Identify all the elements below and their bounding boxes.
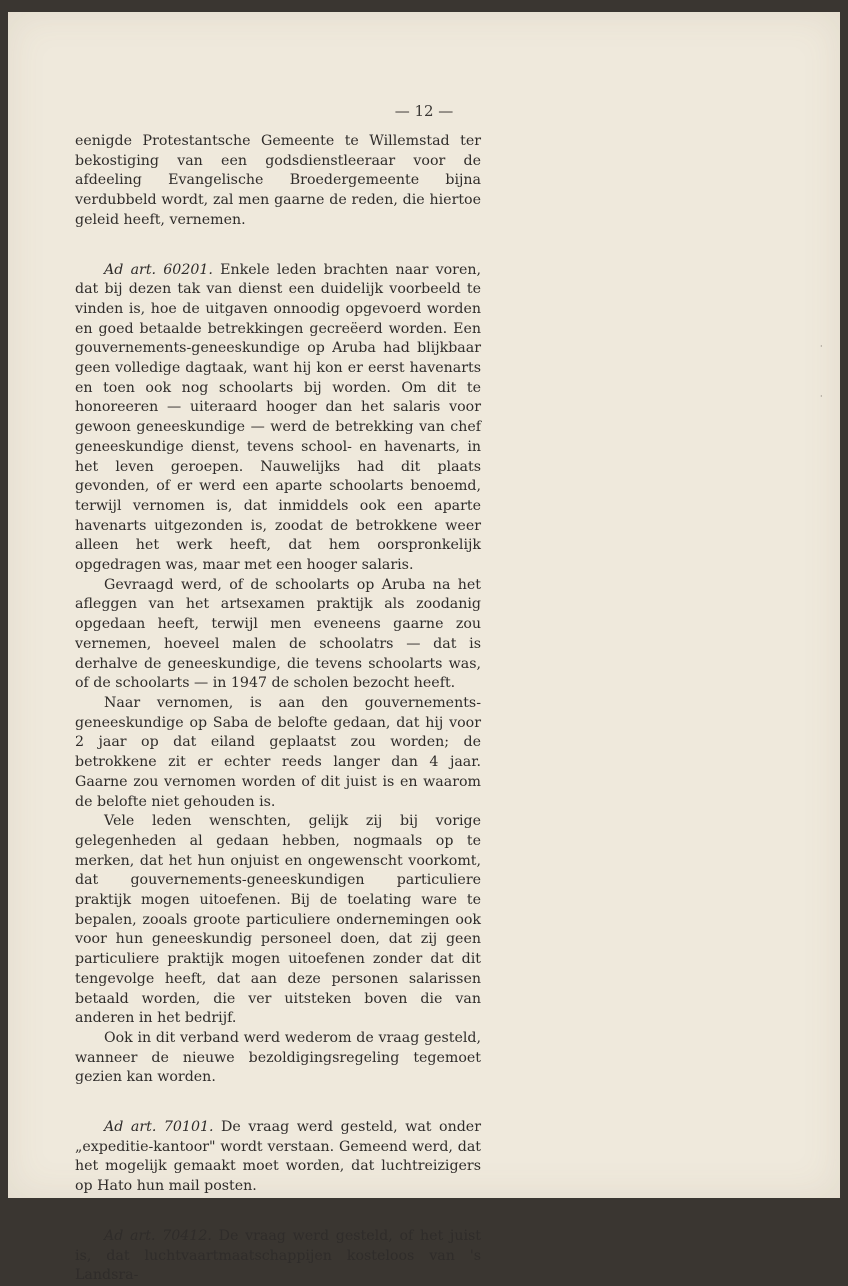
paragraph-7 (75, 1118, 481, 1197)
paragraph-2 (75, 261, 481, 576)
paragraph-3 (75, 576, 481, 694)
paragraph-5 (75, 812, 481, 1029)
article-reference: Ad art. 70101. (104, 1119, 214, 1136)
paragraph-8 (75, 1227, 481, 1286)
paragraph-text: Vele leden wenschten, gelijk zij bij vorige gelegenheden al gedaan hebben, nogmaals op te merken, dat het hun onjuist en ongewenscht voorkomt, dat gouvernements-geneeskundigen particuliere praktijk mogen uitoefenen. Bij de toelating ware te bepalen, zooals groote particuliere ondernemingen ook voor hun geneeskundig personeel doen, dat zij geen particuliere praktijk mogen uitoefenen zonder dat dit tengevolge heeft, dat aan deze personen salarissen betaald worden, die ver uitsteken boven die van anderen in het bedrijf. (75, 813, 481, 1027)
paragraph-text: Ook in dit verband werd wederom de vraag gesteld, wanneer de nieuwe bezoldigingsregeling tegemoet gezien kan worden. (75, 1029, 481, 1086)
paragraph-text: Naar vernomen, is aan den gouvernements-geneeskundige op Saba de belofte gedaan, dat hij voor 2 jaar op dat eiland geplaatst zou worden; de betrokkene zit er echter reeds langer dan 4 jaar. Gaarne zou vernomen worden of dit juist is en waarom de belofte niet gehouden is. (75, 694, 481, 810)
document-page (8, 12, 840, 1284)
paper-speck: · (820, 392, 823, 401)
paragraph-6 (75, 1029, 481, 1088)
paragraph-4 (75, 694, 481, 812)
page-number: — 12 — (394, 102, 454, 120)
paragraph-text: De vraag werd gesteld, wat onder „expeditie-kantoor" wordt verstaan. Gemeend werd, dat het mogelijk gemaakt moet worden, dat luchtreizigers op Hato hun mail posten. (75, 1119, 481, 1195)
article-reference: Ad art. 60201. (104, 261, 213, 278)
article-reference: Ad art. 70412. (104, 1227, 212, 1244)
paragraph-text: Enkele leden brachten naar voren, dat bij dezen tak van dienst een duidelijk voorbeeld te vinden is, hoe de uitgaven onnoodig opgevoerd worden en goed betaalde betrekkingen gecreëerd worden. Een gouvernements-geneeskundige op Aruba had blijkbaar geen volledige dagtaak, want hij kon er eerst havenarts en toen ook nog schoolarts bij worden. Om dit te honoreeren — uiteraard hooger dan het salaris voor gewoon geneeskundige — werd de betrekking van chef geneeskundige dienst, tevens school- en havenarts, in het leven geroepen. Nauwelijks had dit plaats gevonden, of er werd een aparte schoolarts benoemd, terwijl vernomen is, dat inmiddels ook een aparte havenarts uitgezonden is, zoodat de betrokkene weer alleen het werk heeft, dat hem oorspronkelijk opgedragen was, maar met een hooger salaris. (75, 261, 481, 574)
paragraph-text: De vraag werd gesteld, of het juist is, dat luchtvaartmaatschappijen kosteloos van 's Landsra- (75, 1227, 481, 1284)
paragraph-1 (75, 132, 481, 231)
body-text (75, 132, 481, 1286)
paper-speck: · (820, 342, 823, 351)
paragraph-text: eenigde Protestantsche Gemeente te Willemstad ter bekostiging van een godsdienstleeraar voor de afdeeling Evangelische Broedergemeente bijna verdubbeld wordt, zal men gaarne de reden, die hiertoe geleid heeft, vernemen. (75, 133, 481, 228)
paragraph-text: Gevraagd werd, of de schoolarts op Aruba na het afleggen van het artsexamen praktijk als zoodanig opgedaan heeft, terwijl men eveneens gaarne zou vernemen, hoeveel malen de schoolatrs — dat is derhalve de geneeskundige, die tevens schoolarts was, of de schoolarts — in 1947 de scholen bezocht heeft. (75, 576, 481, 692)
